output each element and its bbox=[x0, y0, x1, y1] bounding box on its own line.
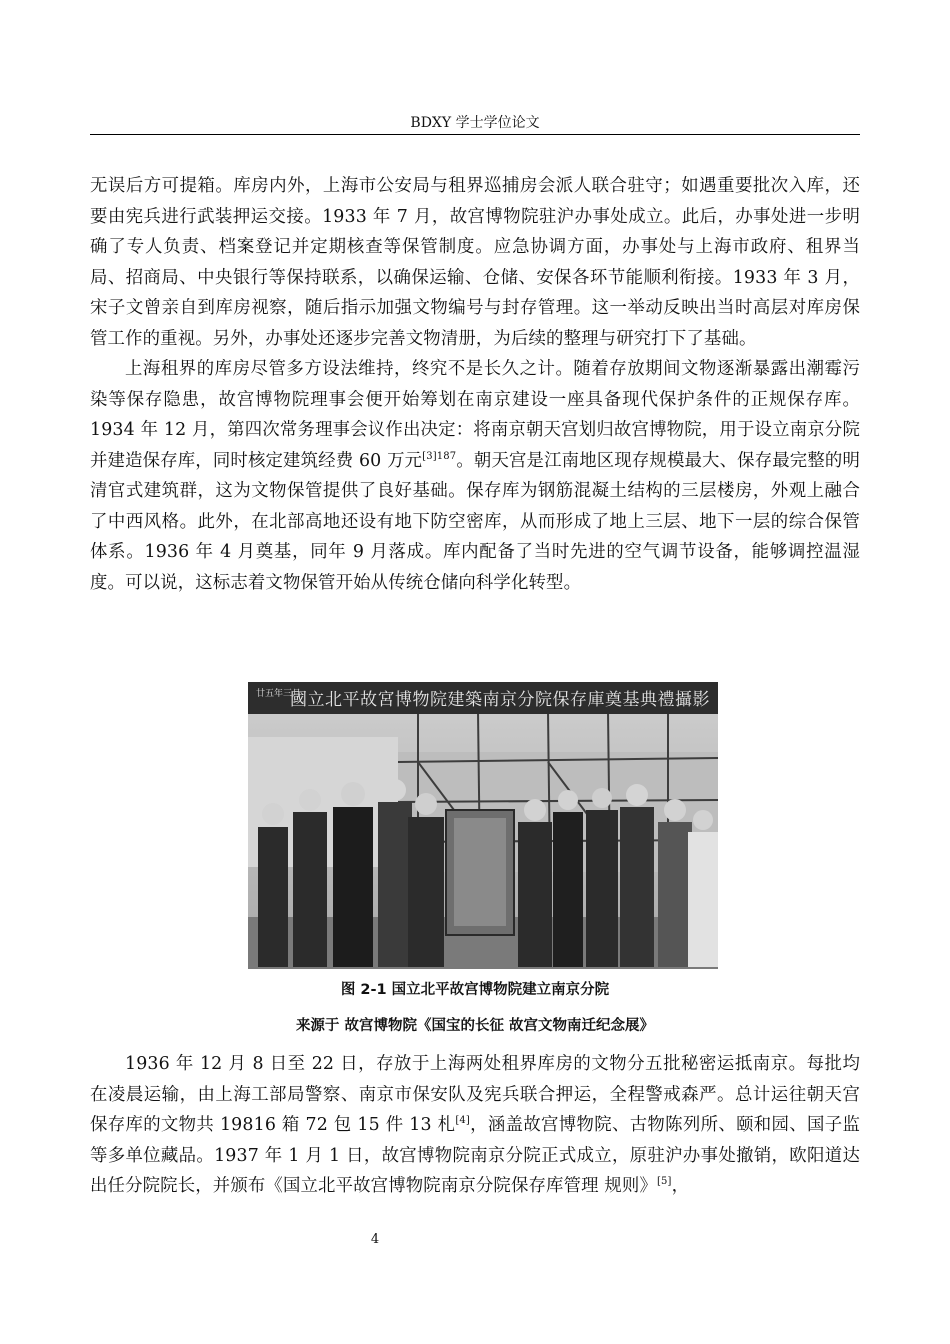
figure-photo bbox=[248, 682, 718, 969]
figure-source: 来源于 故宫博物院《国宝的长征 故宫文物南迁纪念展》 bbox=[295, 1018, 655, 1034]
paragraph-text: 。朝天宫是江南地区现存规模最大、保存最完整的明清官式建筑群，这为文物保管提供了良好基础。保存库为钢筋混凝土结构的三层楼房，外观上融合了中西风格。此外，在北部高地还设有地下防空密库，从而形成了地上三层、地下一层的综合保管体系。1936 年 4 月奠基，同年 9 月落成。库内配备了当时先进的空气调节设备，能够调控温湿度。可以说，这标志着文物保管开始从传统仓储向科学化转型。 bbox=[90, 450, 860, 593]
citation: [3]187 bbox=[422, 450, 457, 462]
paragraph-text: 上海租界的库房尽管多方设法维持，终究不是长久之计。随着存放期间文物逐渐暴露出潮霉污染等保存隐患，故宫博物院理事会便开始筹划在南京建设一座具备现代保护条件的正规保存库。1934 年 12 月，第四次常务理事会议作出决定：将南京朝天宫划归故宫博物院，用于设立南京分院并建造保存库，同时核定建筑经费 60 万元 bbox=[90, 359, 860, 471]
citation: [5] bbox=[656, 1176, 672, 1188]
paragraph bbox=[90, 1049, 860, 1202]
banner-text: 國立北平故宮博物院建築南京分院保存庫奠基典禮攝影 bbox=[290, 690, 710, 710]
paragraph-text: ， bbox=[671, 1176, 690, 1196]
body-text-bottom bbox=[90, 1049, 860, 1202]
body-text-top bbox=[90, 171, 860, 598]
banner-date: 廿五年三月 bbox=[256, 689, 302, 699]
paragraph-text: ，涵盖故宫博物院、古物陈列所、颐和园、国子监等多单位藏品。1937 年 1 月 1 日，故宫博物院南京分院正式成立，原驻沪办事处撤销，欧阳道达出任分院院长，并颁布《国立北平故宫博物院南京分院保存库管理 规则》 bbox=[90, 1115, 860, 1196]
running-header: BDXY 学士学位论文 bbox=[410, 115, 540, 131]
header-rule bbox=[90, 134, 860, 135]
paragraph-text: 1936 年 12 月 8 日至 22 日，存放于上海两处租界库房的文物分五批秘密运抵南京。每批均在凌晨运输，由上海工部局警察、南京市保安队及宪兵联合押运，全程警戒森严。总计运往朝天宫保存库的文物共 19816 箱 72 包 15 件 13 札 bbox=[90, 1054, 860, 1135]
paragraph: 无误后方可提箱。库房内外，上海市公安局与租界巡捕房会派人联合驻守；如遇重要批次入库，还要由宪兵进行武装押运交接。1933 年 7 月，故宫博物院驻沪办事处成立。此后，办事处进一步明确了专人负责、档案登记并定期核查等保管制度。应急协调方面，办事处与上海市政府、租界当局、招商局、中央银行等保持联系，以确保运输、仓储、安保各环节能顺利衔接。1933 年 3 月，宋子文曾亲自到库房视察，随后指示加强文物编号与封存管理。这一举动反映出当时高层对库房保管工作的重视。另外，办事处还逐步完善文物清册，为后续的整理与研究打下了基础。 bbox=[90, 176, 860, 349]
historical-photo bbox=[248, 682, 718, 969]
page-number: 4 bbox=[370, 1232, 380, 1247]
paragraph bbox=[90, 354, 860, 598]
citation: [4] bbox=[455, 1115, 470, 1127]
figure-caption: 图 2-1 国立北平故宫博物院建立南京分院 bbox=[340, 982, 610, 998]
